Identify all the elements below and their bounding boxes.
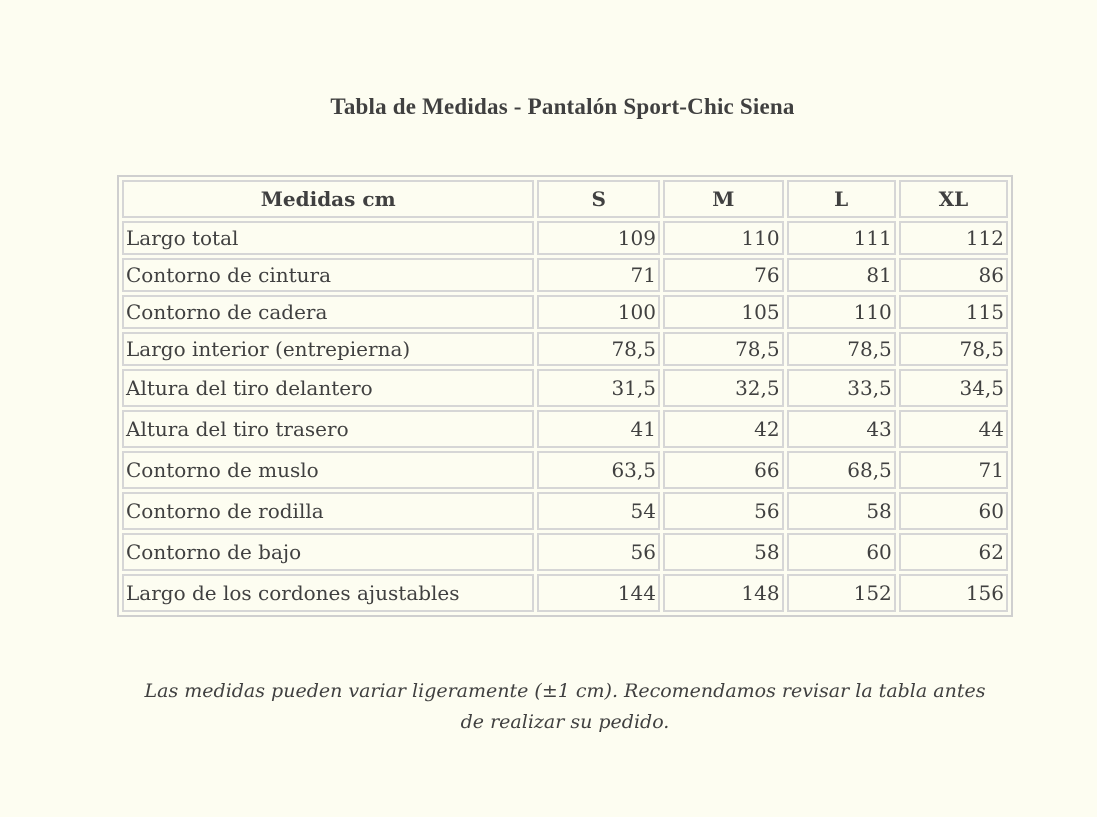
row-label: Altura del tiro trasero [122,410,534,448]
value-cell: 56 [537,533,660,571]
value-cell: 54 [537,492,660,530]
value-cell: 60 [787,533,896,571]
value-cell: 152 [787,574,896,612]
value-cell: 109 [537,221,660,255]
table-row [122,492,1008,530]
row-label: Contorno de bajo [122,533,534,571]
value-cell: 100 [537,295,660,329]
value-cell: 110 [663,221,784,255]
value-cell: 81 [787,258,896,292]
value-cell: 63,5 [537,451,660,489]
value-cell: 58 [663,533,784,571]
value-cell: 68,5 [787,451,896,489]
row-label: Contorno de muslo [122,451,534,489]
value-cell: 71 [537,258,660,292]
row-label: Contorno de cintura [122,258,534,292]
value-cell: 78,5 [899,332,1008,366]
value-cell: 56 [663,492,784,530]
header-size-s: S [537,180,660,218]
value-cell: 78,5 [537,332,660,366]
value-cell: 110 [787,295,896,329]
table-row [122,258,1008,292]
table-row [122,369,1008,407]
value-cell: 156 [899,574,1008,612]
value-cell: 42 [663,410,784,448]
table-header-row [122,180,1008,218]
value-cell: 78,5 [787,332,896,366]
header-measure: Medidas cm [122,180,534,218]
table-row [122,221,1008,255]
value-cell: 71 [899,451,1008,489]
header-size-l: L [787,180,896,218]
table-row [122,295,1008,329]
header-size-m: M [663,180,784,218]
value-cell: 44 [899,410,1008,448]
table-row [122,451,1008,489]
row-label: Largo total [122,221,534,255]
page-title: Tabla de Medidas - Pantalón Sport-Chic Siena [330,94,795,119]
value-cell: 60 [899,492,1008,530]
value-cell: 86 [899,258,1008,292]
value-cell: 148 [663,574,784,612]
table-row [122,533,1008,571]
table-row [122,332,1008,366]
row-label: Contorno de cadera [122,295,534,329]
value-cell: 66 [663,451,784,489]
table-row [122,410,1008,448]
table-row [122,574,1008,612]
value-cell: 76 [663,258,784,292]
row-label: Largo de los cordones ajustables [122,574,534,612]
footnote: Las medidas pueden variar ligeramente (±1 cm). Recomendamos revisar la tabla antes de realizar su pedido. [144,680,986,733]
row-label: Contorno de rodilla [122,492,534,530]
header-size-xl: XL [899,180,1008,218]
value-cell: 105 [663,295,784,329]
value-cell: 58 [787,492,896,530]
row-label: Largo interior (entrepierna) [122,332,534,366]
value-cell: 62 [899,533,1008,571]
value-cell: 31,5 [537,369,660,407]
value-cell: 112 [899,221,1008,255]
row-label: Altura del tiro delantero [122,369,534,407]
value-cell: 111 [787,221,896,255]
value-cell: 78,5 [663,332,784,366]
value-cell: 144 [537,574,660,612]
value-cell: 33,5 [787,369,896,407]
value-cell: 115 [899,295,1008,329]
value-cell: 43 [787,410,896,448]
value-cell: 41 [537,410,660,448]
size-table [117,175,1013,617]
value-cell: 32,5 [663,369,784,407]
value-cell: 34,5 [899,369,1008,407]
